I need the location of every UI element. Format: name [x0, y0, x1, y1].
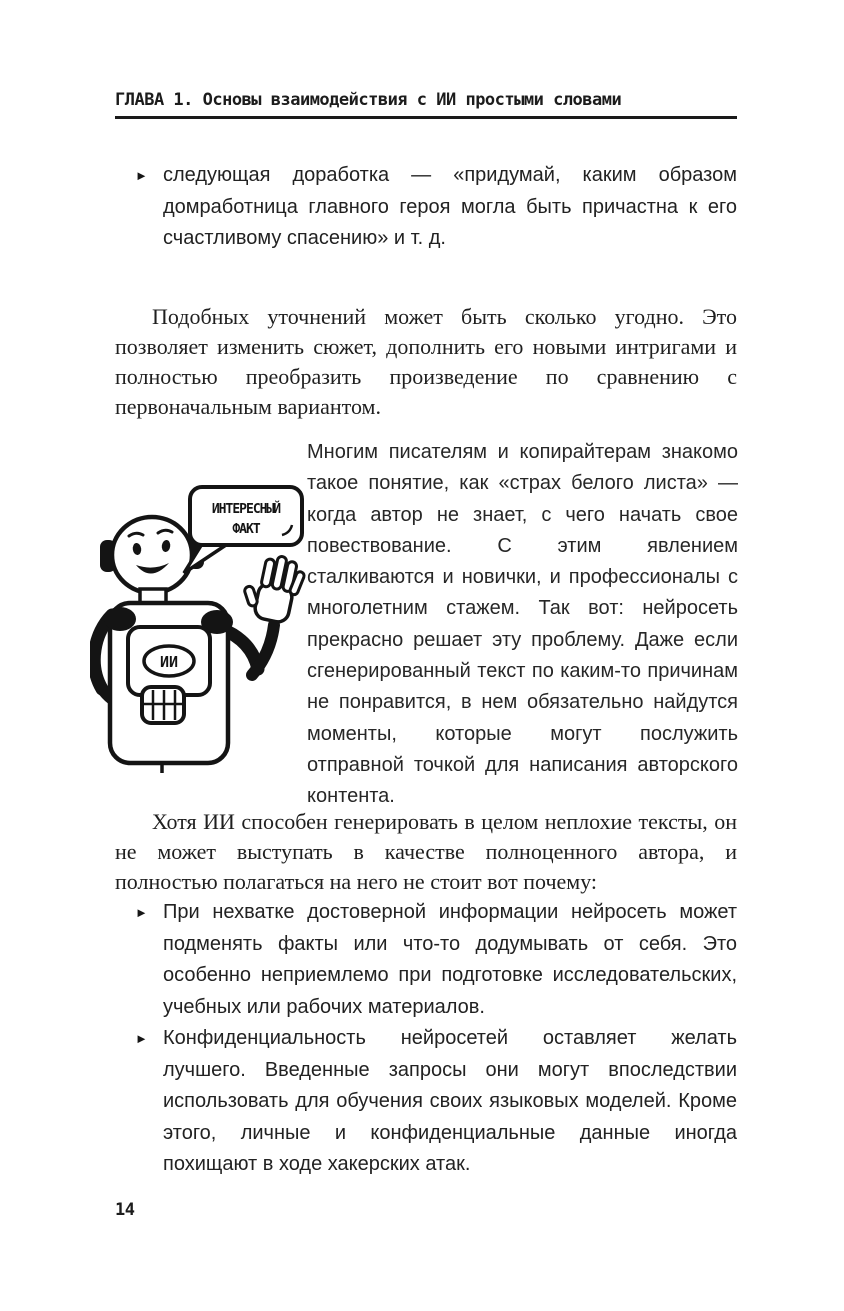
page-number: 14 — [115, 1200, 135, 1220]
intro-bullet-text: следующая доработка — «придумай, каким образом домработница главного героя могла быть причастна к его счастливому спасению» и т. д. — [163, 164, 737, 249]
paragraph-2: Хотя ИИ способен генерировать в целом неплохие тексты, он не может выступать в качестве полноценного автора, и полностью полагаться на него не стоит вот почему: — [115, 809, 737, 894]
fact-text: Многим писателям и копирайтерам знакомо такое понятие, как «страх белого листа» — когда автор не знает, с чего начать свое повествование. С этим явлением сталкиваются и новички, и профессионалы с многолетним стажем. Так вот: нейросеть прекрасно решает эту проблему. Даже если сгенерированный текст по каким-то причинам не понравится, в нем обязательно найдутся моменты, которые могут послужить отправной точкой для написания авторского контента. — [307, 441, 738, 808]
intro-bullet — [115, 160, 737, 255]
list-item — [115, 897, 737, 1023]
robot-waving-hand — [238, 550, 308, 626]
robot-illustration — [90, 437, 315, 775]
robot-badge-label: ИИ — [159, 653, 179, 671]
speech-bubble-line2: ФАКТ — [232, 522, 260, 537]
warning-item-2-text: Конфиденциальность нейросетей оставляет желать лучшего. Введенные запросы они могут впоследствии использовать для обучения своих языковых моделей. Кроме этого, личные и конфиденциальные данные иногда похищают в ходе хакерских атак. — [163, 1027, 737, 1175]
fact-box — [90, 437, 738, 808]
warning-list — [115, 897, 737, 1181]
robot-head — [112, 517, 192, 593]
bullet-arrow-icon: ► — [135, 905, 148, 920]
chapter-header: ГЛАВА 1. Основы взаимодействия с ИИ простыми словами — [115, 90, 737, 119]
warning-item-1-text: При нехватке достоверной информации нейросеть может подменять факты или что-то додумывать от себя. Это особенно неприемлемо при подготовке исследовательских, учебных или рабочих материалов. — [163, 901, 737, 1018]
robot-left-shoulder — [104, 607, 136, 631]
speech-bubble-line1: ИНТЕРЕСНЫЙ — [211, 502, 281, 517]
bullet-arrow-icon: ► — [135, 168, 148, 183]
list-item — [115, 1023, 737, 1181]
bullet-arrow-icon: ► — [135, 1031, 148, 1046]
paragraph-1: Подобных уточнений может быть сколько угодно. Это позволяет изменить сюжет, дополнить его новыми интригами и полностью преобразить произведение по сравнению с первоначальным вариантом. — [115, 304, 737, 419]
